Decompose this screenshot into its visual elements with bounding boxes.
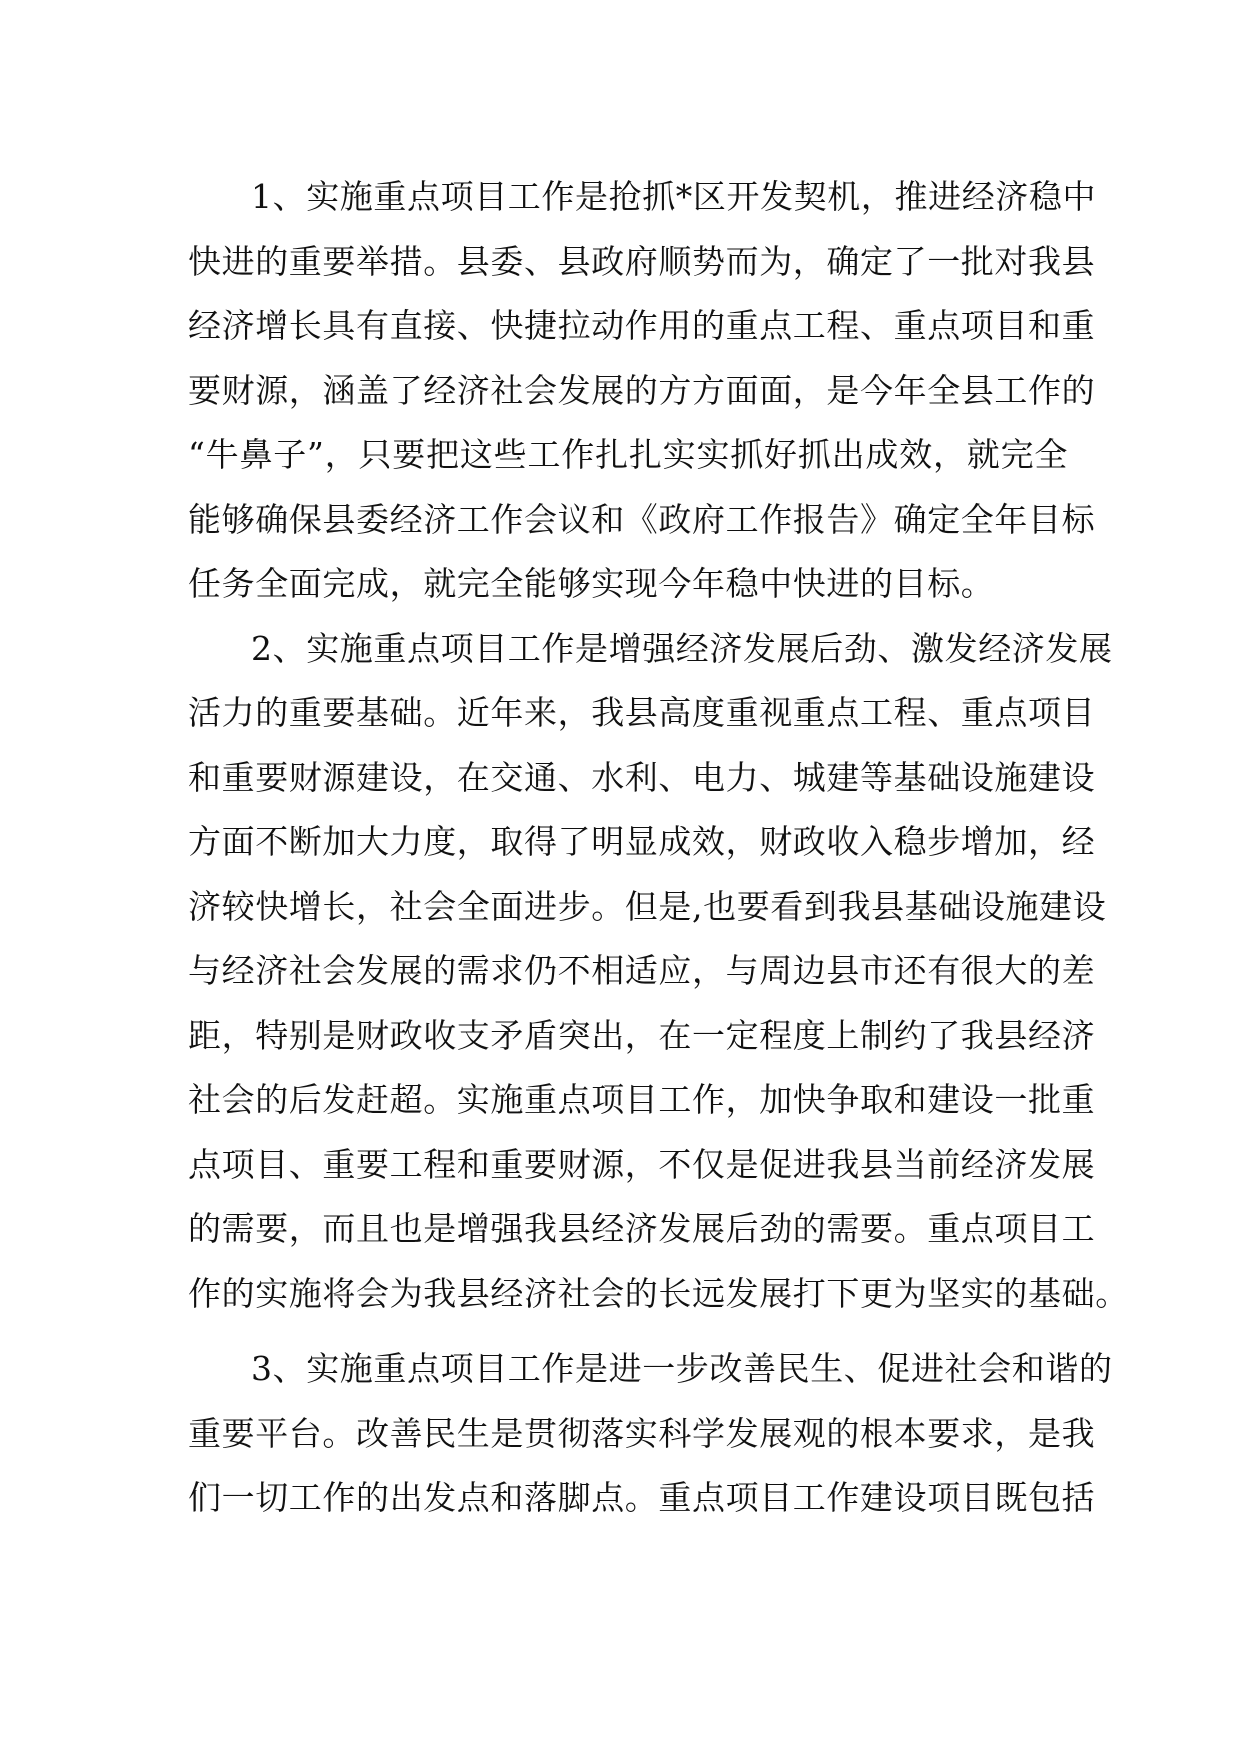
text-line: 要财源，涵盖了经济社会发展的方方面面，是今年全县工作的	[188, 370, 1096, 410]
text-line: 社会的后发赶超。实施重点项目工作，加快争取和建设一批重	[188, 1080, 1096, 1119]
document-body	[188, 165, 1129, 1531]
text-line: 1、实施重点项目工作是抢抓*区开发契机，推进经济稳中	[251, 177, 1097, 216]
text-line: “牛鼻子”，只要把这些工作扎扎实实抓好抓出成效，就完全	[188, 435, 1068, 474]
text-line: 快进的重要举措。县委、县政府顺势而为，确定了一批对我县	[188, 241, 1096, 281]
text-line: 济较快增长，社会全面进步。但是,也要看到我县基础设施建设	[188, 886, 1107, 926]
paragraph-1	[188, 165, 1097, 617]
text-line: 活力的重要基础。近年来，我县高度重视重点工程、重点项目	[188, 693, 1096, 732]
paragraph-2	[188, 617, 1129, 1327]
text-line: 点项目、重要工程和重要财源，不仅是促进我县当前经济发展	[188, 1144, 1096, 1184]
text-line: 重要平台。改善民生是贯彻落实科学发展观的根本要求，是我	[188, 1413, 1096, 1453]
text-line: 任务全面完成，就完全能够实现今年稳中快进的目标。	[188, 564, 995, 603]
text-line: 距，特别是财政收支矛盾突出，在一定程度上制约了我县经济	[188, 1015, 1096, 1055]
text-line: 们一切工作的出发点和落脚点。重点项目工作建设项目既包括	[188, 1478, 1096, 1517]
text-line: 和重要财源建设，在交通、水利、电力、城建等基础设施建设	[188, 757, 1096, 797]
text-line: 方面不断加大力度，取得了明显成效，财政收入稳步增加，经	[188, 822, 1096, 861]
text-line: 作的实施将会为我县经济社会的长远发展打下更为坚实的基础。	[188, 1273, 1129, 1313]
paragraph-3	[188, 1337, 1113, 1531]
text-line: 2、实施重点项目工作是增强经济发展后劲、激发经济发展	[251, 628, 1113, 668]
text-line: 能够确保县委经济工作会议和《政府工作报告》确定全年目标	[188, 499, 1096, 539]
text-line: 的需要，而且也是增强我县经济发展后劲的需要。重点项目工	[188, 1209, 1096, 1248]
text-line: 经济增长具有直接、快捷拉动作用的重点工程、重点项目和重	[188, 306, 1096, 345]
text-line: 3、实施重点项目工作是进一步改善民生、促进社会和谐的	[251, 1349, 1113, 1388]
text-line: 与经济社会发展的需求仍不相适应，与周边县市还有很大的差	[188, 951, 1096, 990]
paragraph-spacer	[188, 1326, 1068, 1337]
